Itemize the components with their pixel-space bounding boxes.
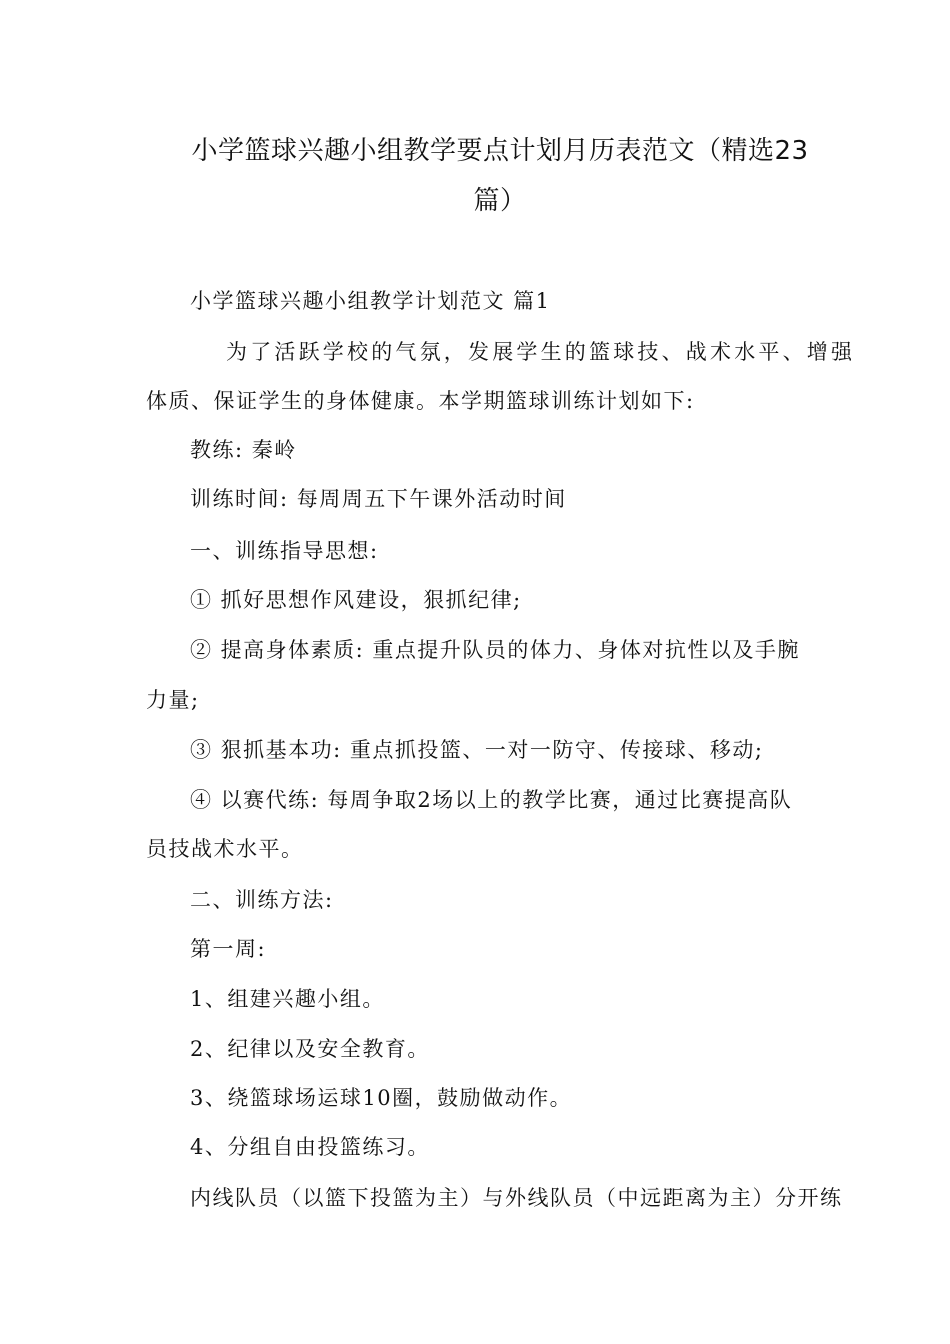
paragraph-line: 内线队员（以篮下投篮为主）与外线队员（中远距离为主）分开练	[190, 1186, 843, 1210]
paragraph-line: 力量;	[146, 688, 200, 712]
paragraph-line: 为了活跃学校的气氛，发展学生的篮球技、战术水平、增强	[226, 340, 856, 364]
paragraph-line: 训练时间: 每周周五下午课外活动时间	[190, 487, 567, 511]
list-item: 1、组建兴趣小组。	[190, 987, 385, 1011]
paragraph-line: 教练: 秦岭	[190, 438, 297, 462]
paragraph-line: 一、训练指导思想:	[190, 539, 379, 563]
document-title	[150, 126, 850, 226]
list-item: 3、绕篮球场运球10圈，鼓励做动作。	[190, 1086, 573, 1110]
list-item: 2、纪律以及安全教育。	[190, 1037, 430, 1061]
paragraph-line: 第一周:	[190, 937, 267, 961]
paragraph-line: 体质、保证学生的身体健康。本学期篮球训练计划如下:	[146, 389, 695, 413]
paragraph-line: ③ 狠抓基本功: 重点抓投篮、一对一防守、传接球、移动;	[190, 738, 764, 762]
title-line-2: 篇）	[473, 186, 527, 216]
paragraph-line: ① 抓好思想作风建设，狠抓纪律;	[190, 588, 522, 612]
paragraph-line: 二、训练方法:	[190, 888, 334, 912]
section-heading: 小学篮球兴趣小组教学计划范文 篇1	[190, 289, 551, 313]
title-line-1: 小学篮球兴趣小组教学要点计划月历表范文（精选23	[191, 136, 809, 166]
list-item: 4、分组自由投篮练习。	[190, 1135, 430, 1159]
paragraph-line: ④ 以赛代练: 每周争取2场以上的教学比赛，通过比赛提高队	[190, 788, 793, 812]
paragraph-line: 员技战术水平。	[146, 837, 304, 861]
paragraph-line: ② 提高身体素质: 重点提升队员的体力、身体对抗性以及手腕	[190, 638, 800, 662]
